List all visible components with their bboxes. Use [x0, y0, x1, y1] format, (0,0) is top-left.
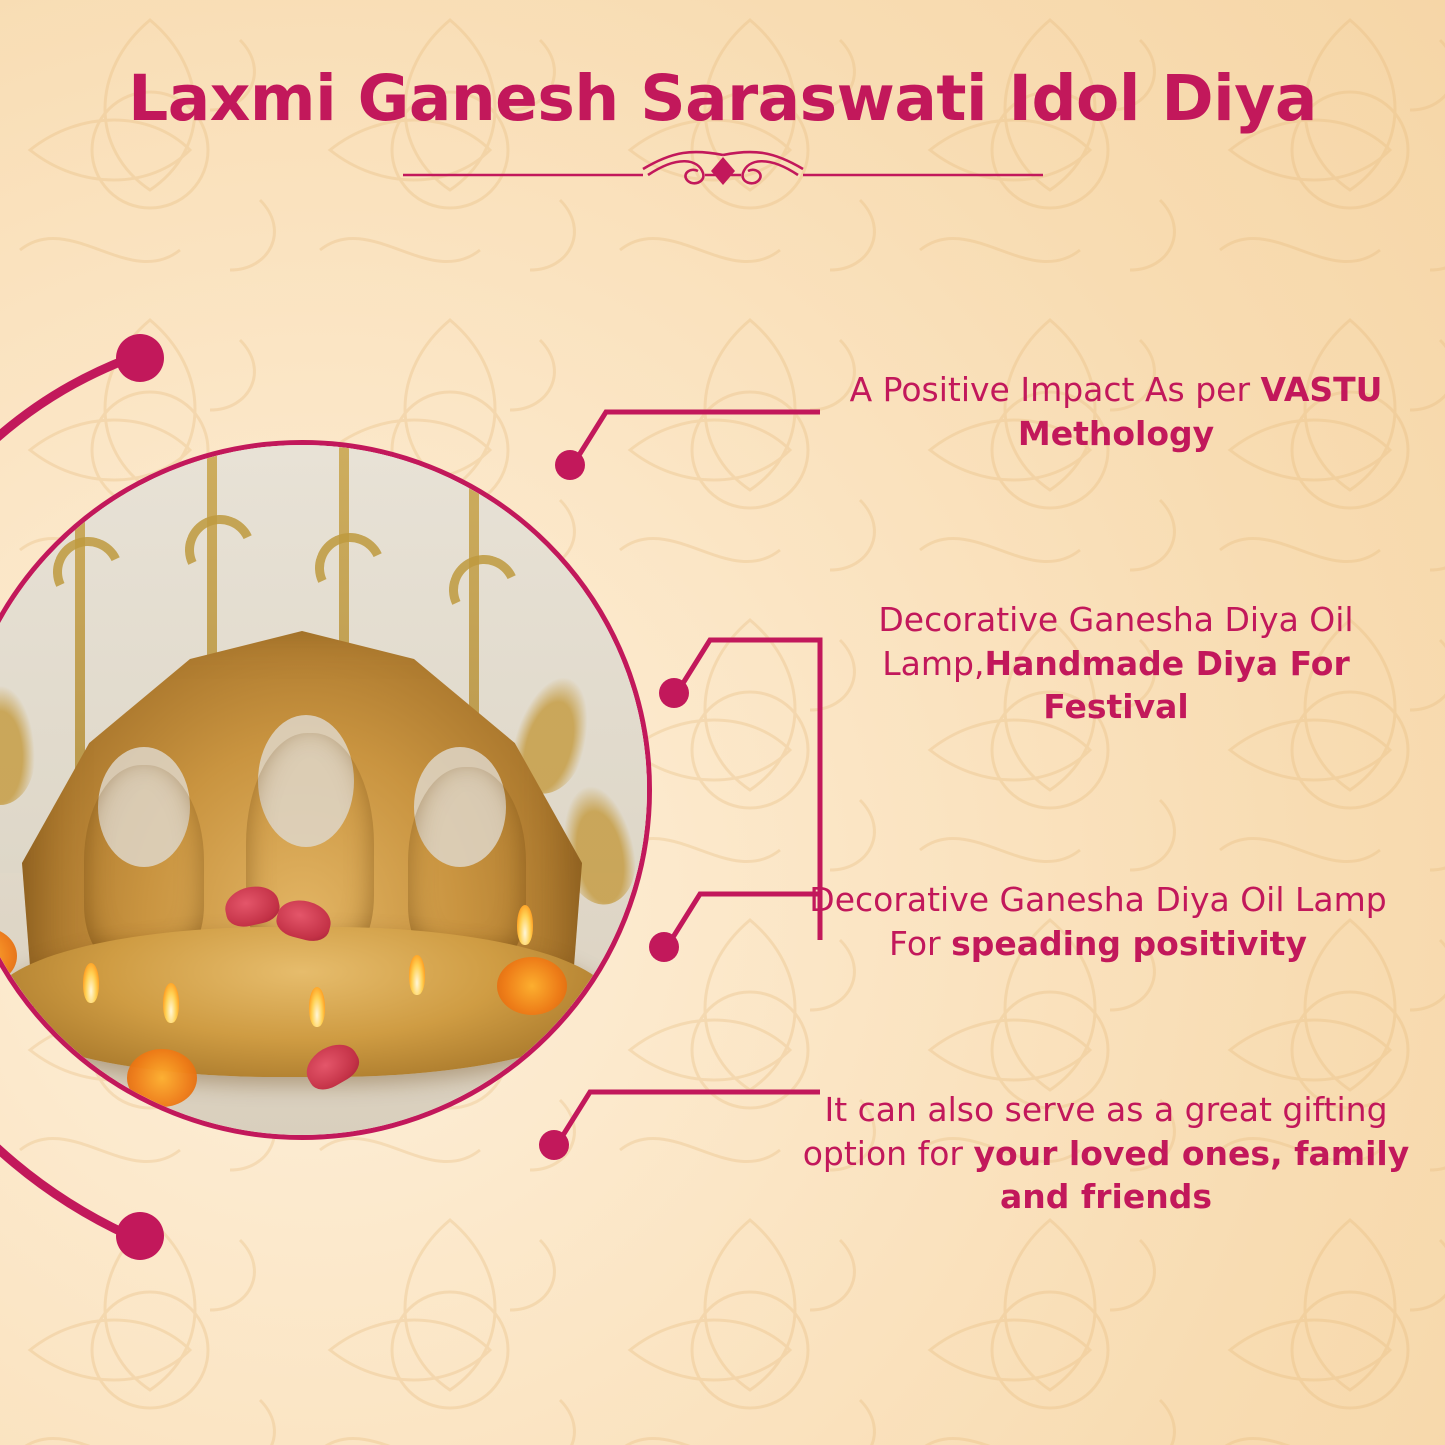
feature-text-bold: speading positivity	[951, 923, 1307, 963]
page-title: Laxmi Ganesh Saraswati Idol Diya	[128, 62, 1317, 135]
marigold-flower	[497, 957, 567, 1015]
flame-icon	[83, 963, 99, 1003]
feature-text-bold: VASTU Methology	[1017, 370, 1383, 453]
feature-item	[796, 1088, 1416, 1219]
feature-item	[806, 598, 1426, 729]
feature-item	[806, 368, 1426, 455]
feature-text-bold: Handmade Diya For Festival	[984, 643, 1350, 727]
flourish-divider-icon	[393, 149, 1053, 197]
flame-icon	[409, 955, 425, 995]
marigold-flower	[127, 1049, 197, 1107]
title-block	[0, 62, 1445, 202]
product-photo	[0, 445, 647, 1135]
flame-icon	[517, 905, 533, 945]
flame-icon	[163, 983, 179, 1023]
feature-text-plain: It can also serve as a great gifting option for	[802, 1090, 1388, 1173]
feature-item	[788, 878, 1408, 965]
feature-text-plain: Decorative Ganesha Diya Oil Lamp For	[809, 880, 1387, 963]
feature-text-bold: your loved ones, family and friends	[973, 1133, 1410, 1217]
flame-icon	[309, 987, 325, 1027]
feature-text-plain: Decorative Ganesha Diya Oil Lamp,	[878, 600, 1354, 683]
product-image	[0, 440, 652, 1140]
feature-text-plain: A Positive Impact As per	[849, 370, 1261, 409]
